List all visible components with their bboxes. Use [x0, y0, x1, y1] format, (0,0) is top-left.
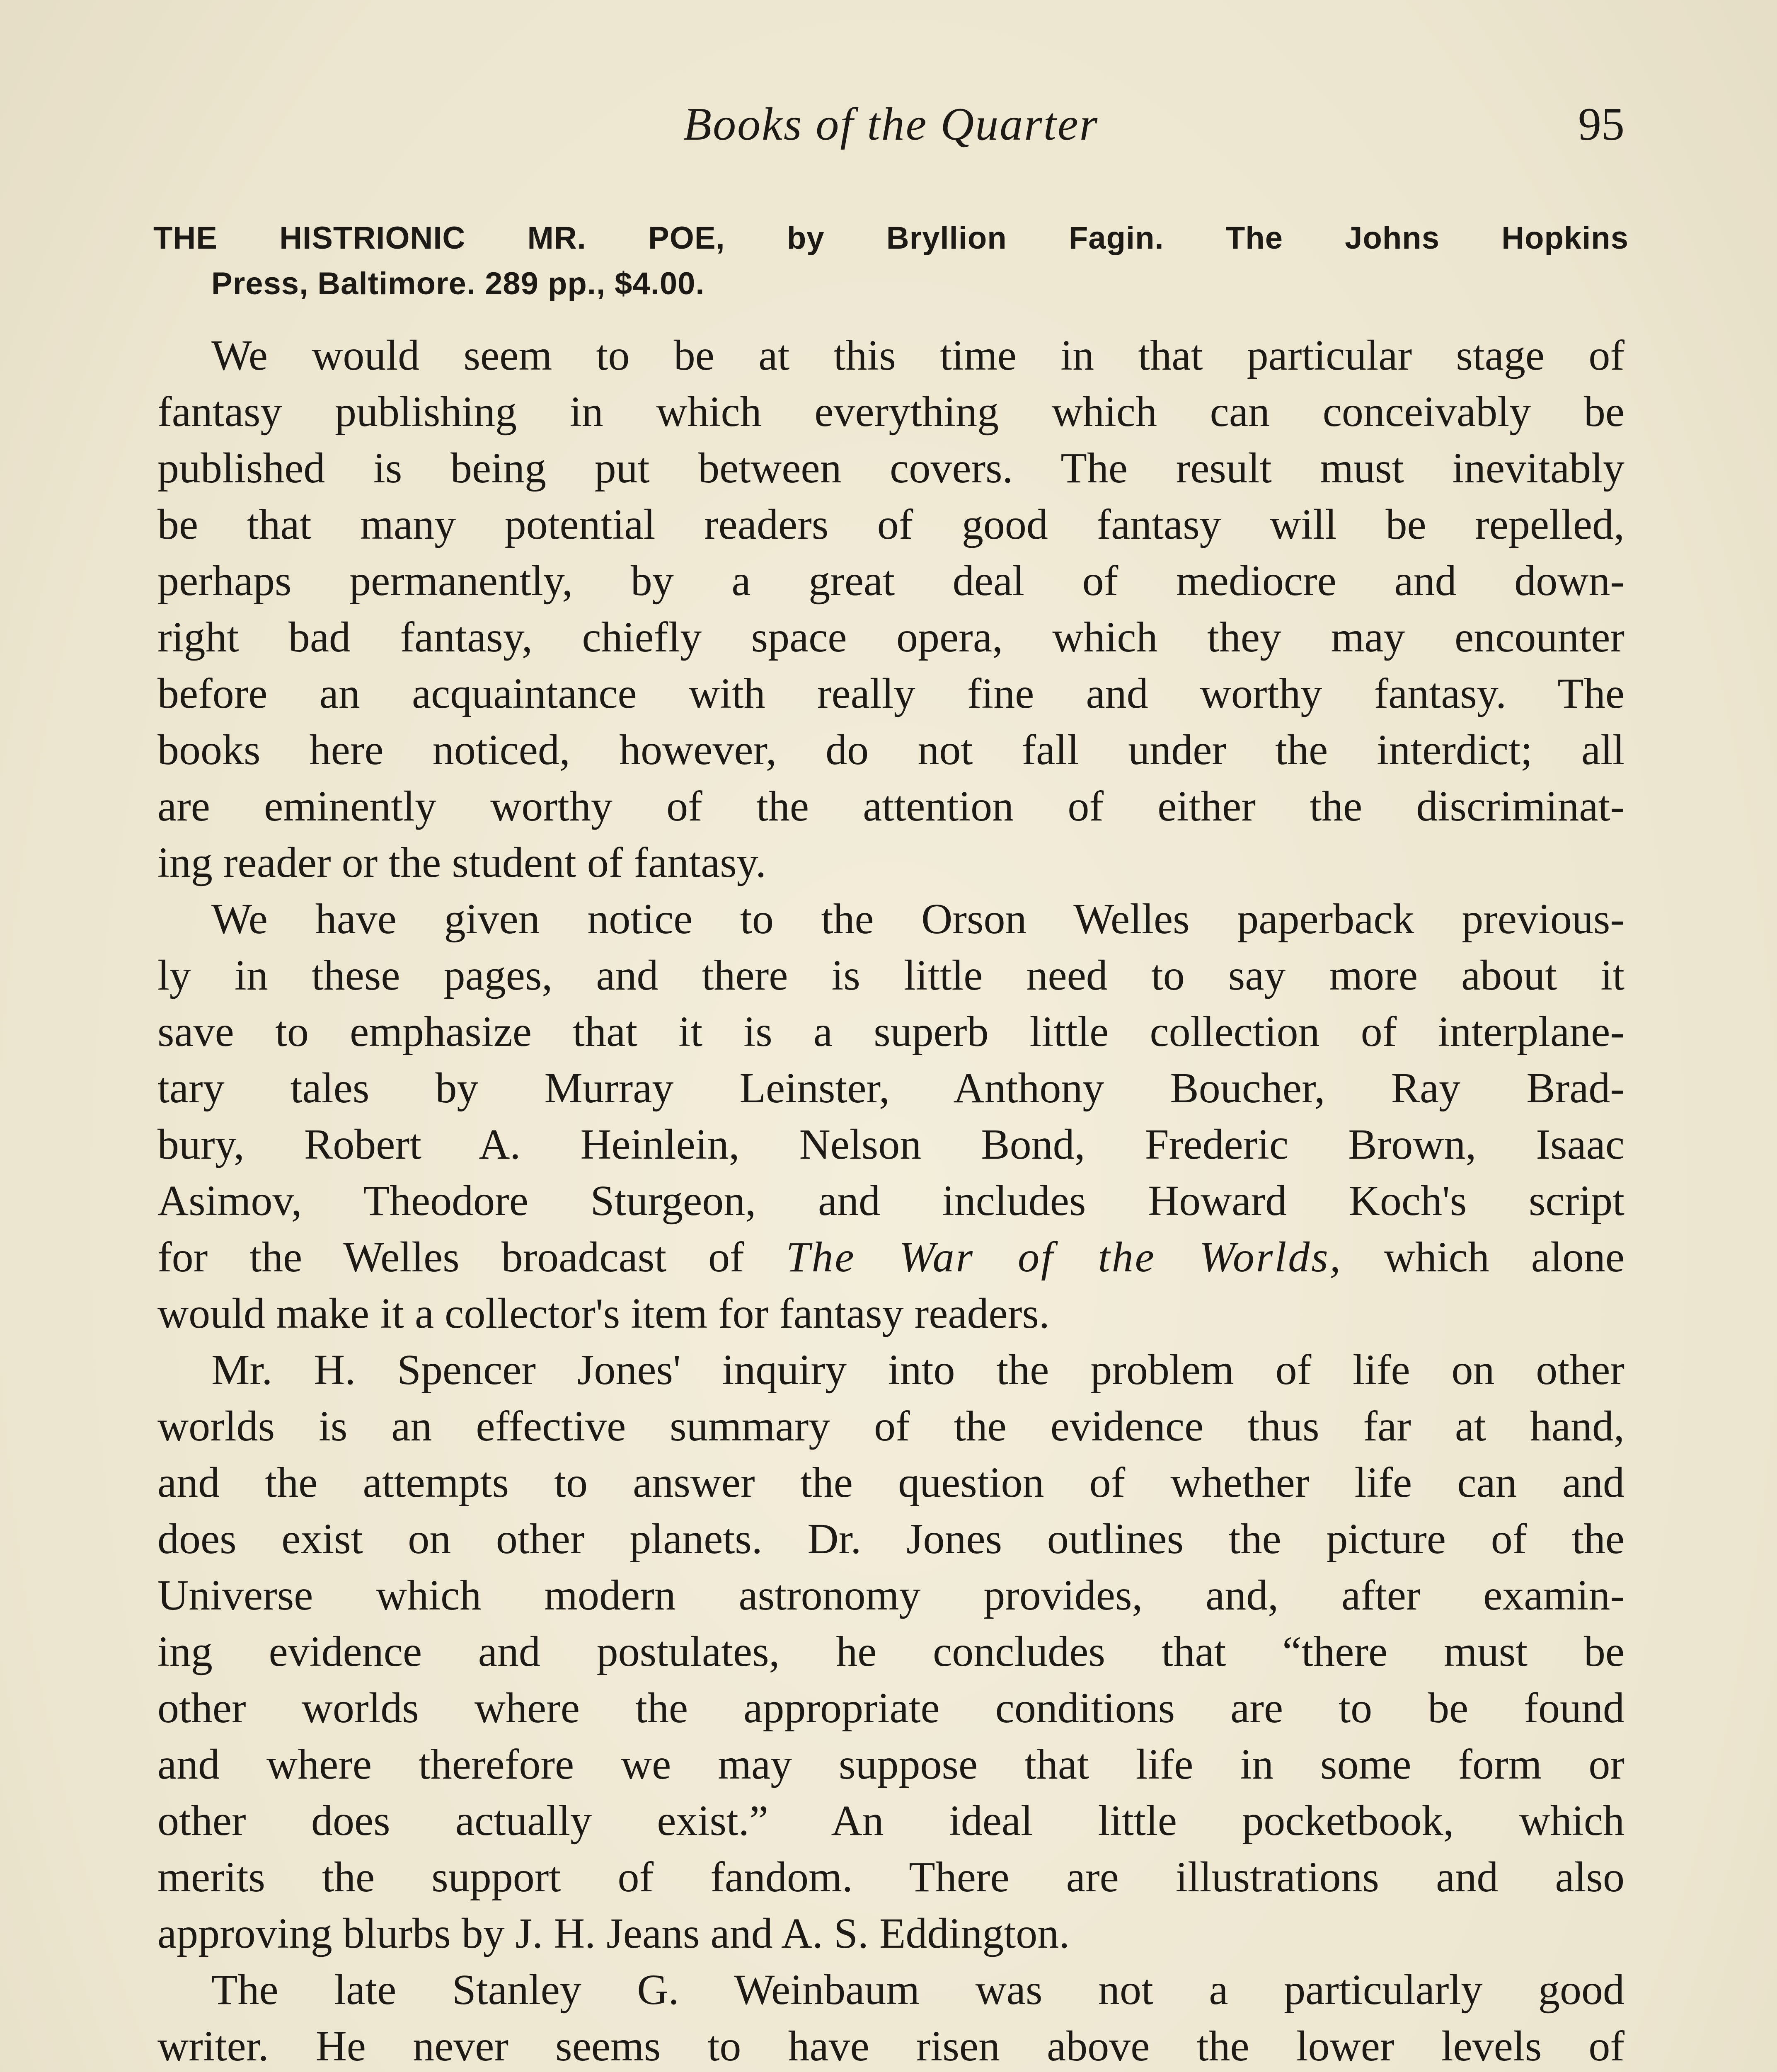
body-line: We would seem to be at this time in that particular stage of: [211, 332, 1624, 379]
body-line: other does actually exist.” An ideal little pocketbook, which: [157, 1797, 1624, 1844]
body-line: and the attempts to answer the question of whether life can and: [157, 1459, 1624, 1506]
body-line: We have given notice to the Orson Welles paperback previous-: [211, 895, 1624, 943]
running-title: Books of the Quarter: [683, 99, 1099, 150]
body-line: save to emphasize that it is a superb little collection of interplane-: [157, 1008, 1624, 1055]
body-line: Mr. H. Spencer Jones' inquiry into the problem of life on other: [211, 1346, 1624, 1394]
page-number: 95: [1578, 99, 1624, 150]
body-line: bury, Robert A. Heinlein, Nelson Bond, Frederic Brown, Isaac: [157, 1121, 1624, 1168]
body-line: fantasy publishing in which everything which can conceivably be: [157, 388, 1624, 436]
review-body: [157, 327, 1624, 2072]
body-line: The late Stanley G. Weinbaum was not a particularly good: [211, 1966, 1624, 2014]
body-line: tary tales by Murray Leinster, Anthony Boucher, Ray Brad-: [157, 1064, 1624, 1112]
body-line: would make it a collector's item for fantasy readers.: [157, 1290, 1050, 1337]
body-line: Asimov, Theodore Sturgeon, and includes Howard Koch's script: [157, 1177, 1624, 1225]
body-line: perhaps permanently, by a great deal of mediocre and down-: [157, 557, 1624, 605]
body-line: right bad fantasy, chiefly space opera, which they may encounter: [157, 613, 1624, 661]
review-heading-line-1: THE HISTRIONIC MR. POE, by Bryllion Fagin. The Johns Hopkins: [153, 220, 1629, 256]
book-title-war-of-the-worlds: The War of the Worlds,: [786, 1233, 1342, 1281]
body-line-with-title: [157, 1229, 1624, 1285]
body-line: worlds is an effective summary of the evidence thus far at hand,: [157, 1402, 1624, 1450]
body-line: approving blurbs by J. H. Jeans and A. S. Eddington.: [157, 1910, 1070, 1957]
body-line: be that many potential readers of good fantasy will be repelled,: [157, 501, 1624, 548]
body-line: and where therefore we may suppose that life in some form or: [157, 1740, 1624, 1788]
body-line: ing reader or the student of fantasy.: [157, 839, 766, 886]
body-line: does exist on other planets. Dr. Jones outlines the picture of the: [157, 1515, 1624, 1563]
body-line: ing evidence and postulates, he concludes that “there must be: [157, 1628, 1624, 1675]
body-line: Universe which modern astronomy provides, and, after examin-: [157, 1571, 1624, 1619]
body-line: books here noticed, however, do not fall under the interdict; all: [157, 726, 1624, 774]
body-line-part: which alone: [1384, 1233, 1625, 1281]
body-line-part: for the Welles broadcast of: [157, 1233, 744, 1281]
body-line: merits the support of fandom. There are illustrations and also: [157, 1853, 1624, 1901]
review-heading-line-2: Press, Baltimore. 289 pp., $4.00.: [211, 266, 705, 301]
body-line: writer. He never seems to have risen above the lower levels of: [157, 2022, 1624, 2070]
body-line: other worlds where the appropriate conditions are to be found: [157, 1684, 1624, 1732]
body-line: ly in these pages, and there is little need to say more about it: [157, 951, 1624, 999]
body-line: before an acquaintance with really fine and worthy fantasy. The: [157, 670, 1624, 717]
body-line: are eminently worthy of the attention of either the discriminat-: [157, 782, 1624, 830]
body-line: published is being put between covers. The result must inevitably: [157, 444, 1624, 492]
